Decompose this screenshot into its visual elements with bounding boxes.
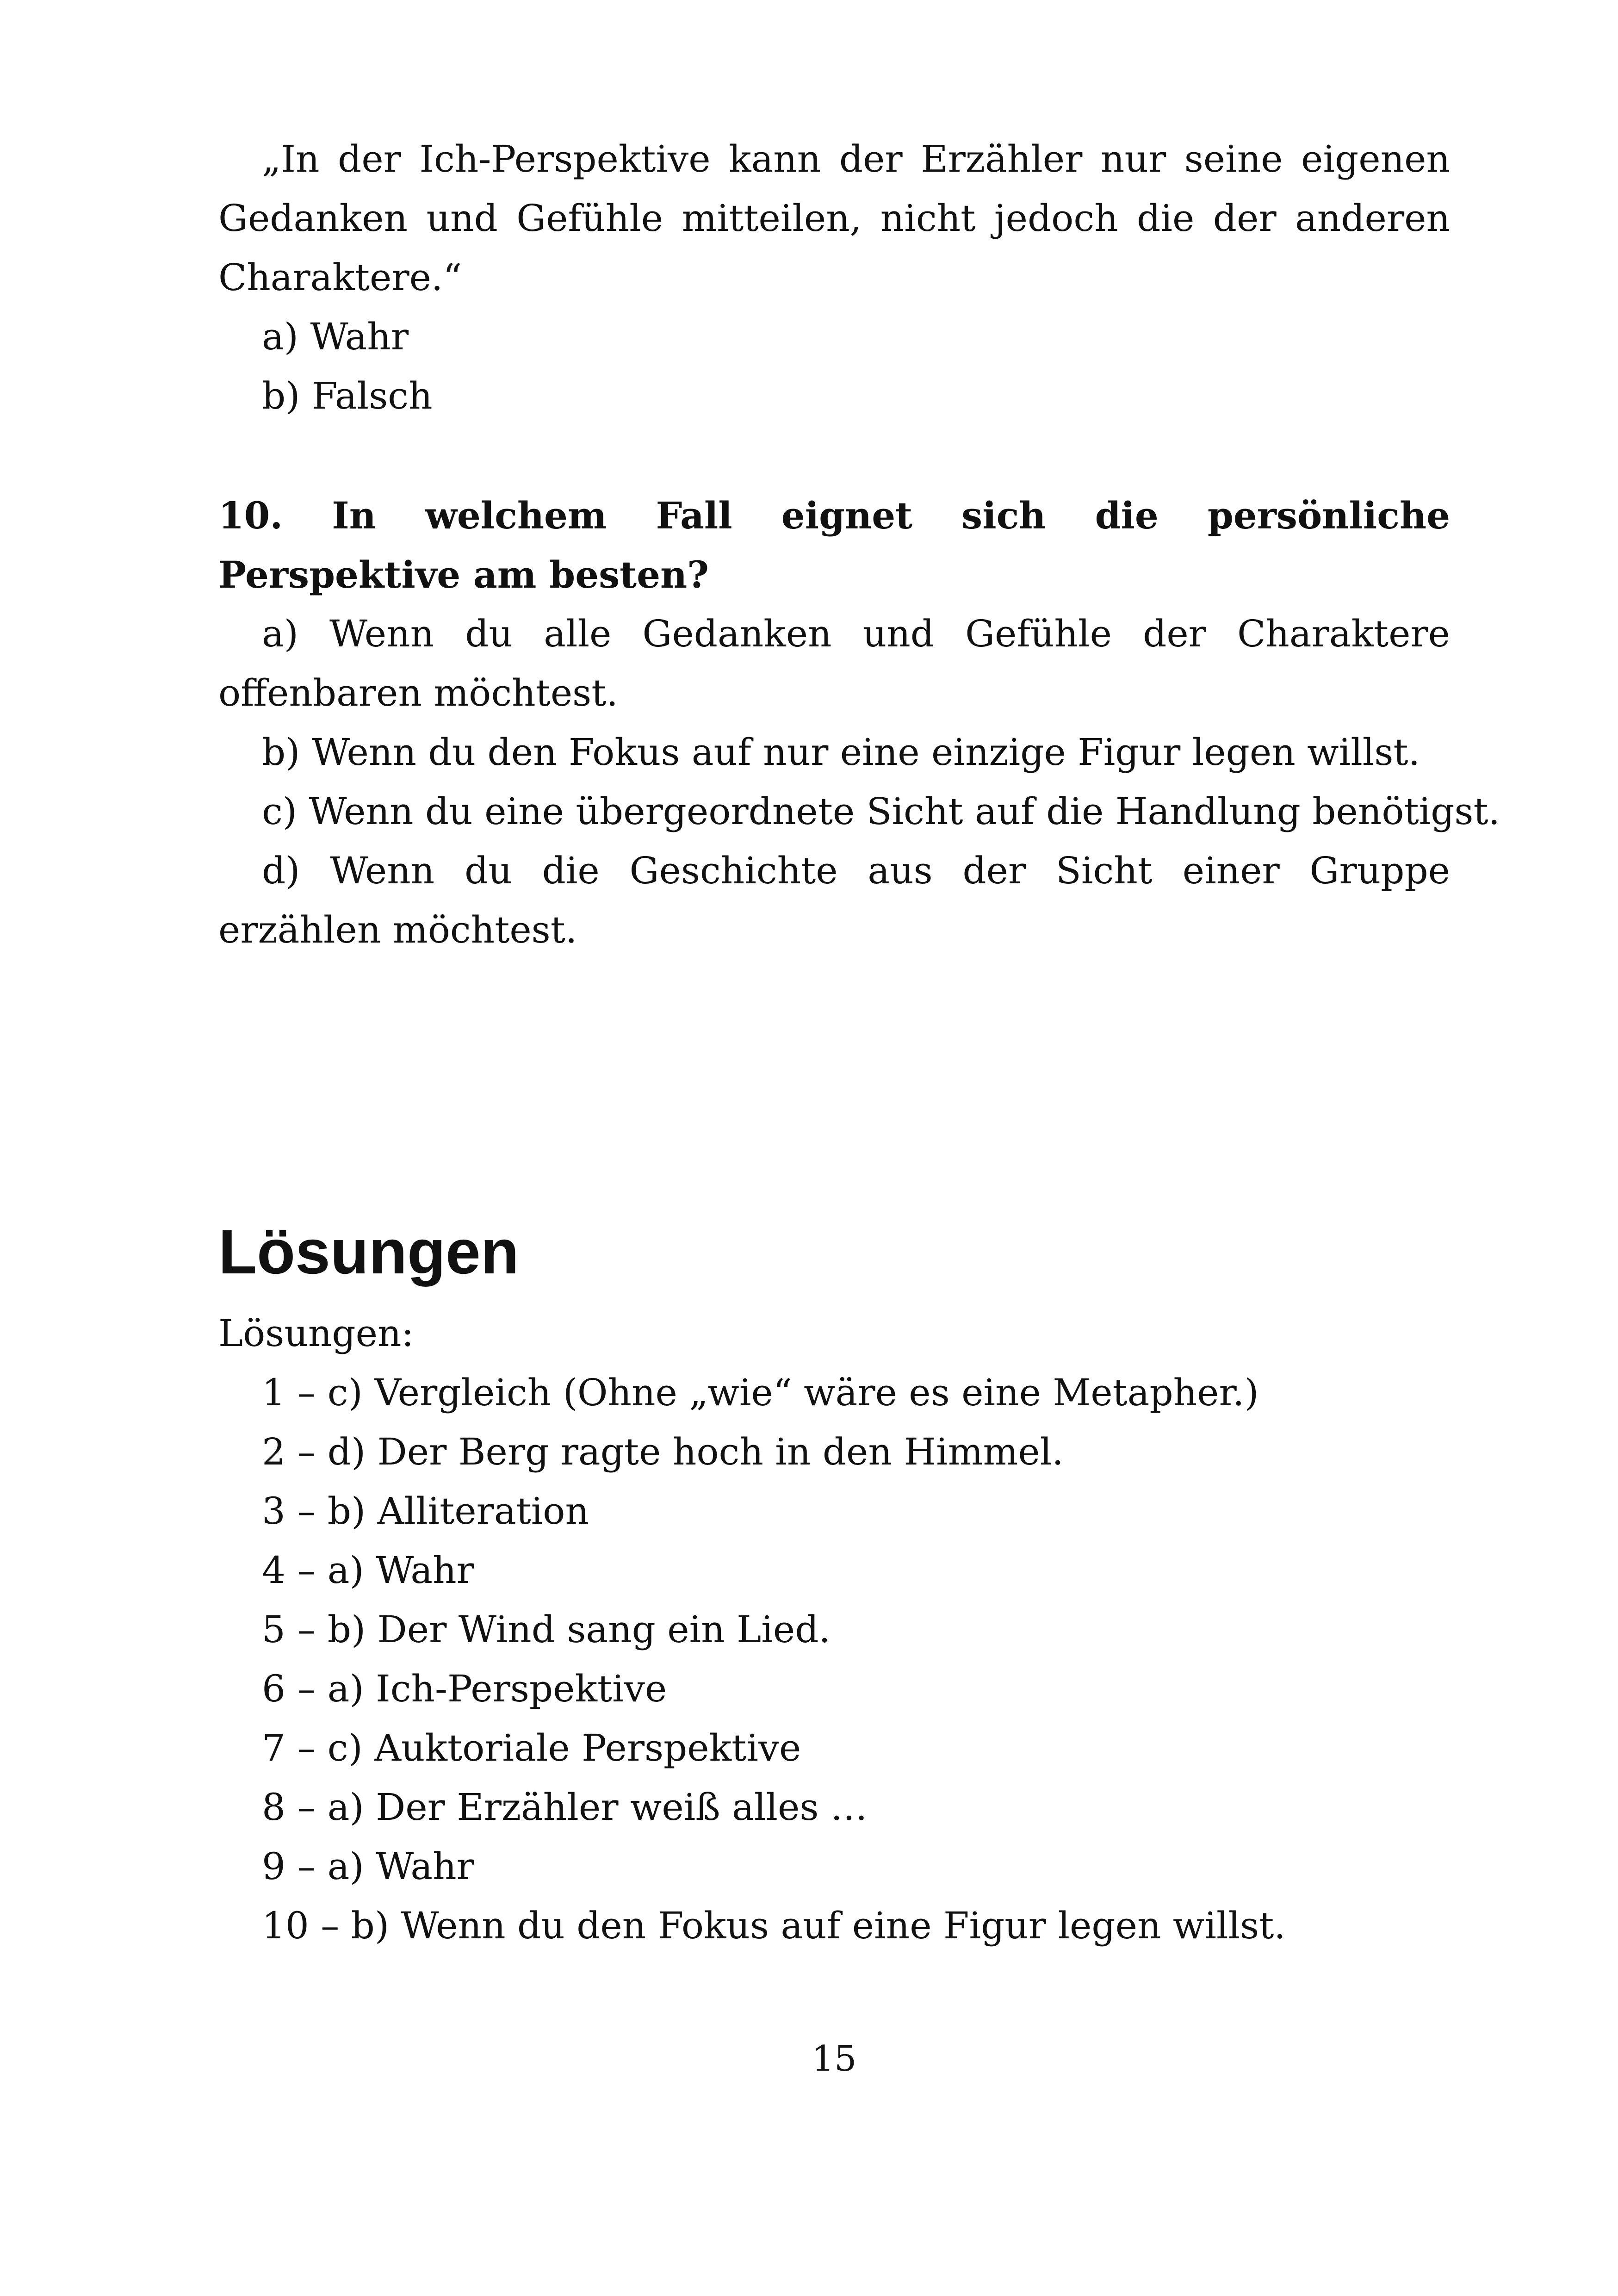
solution-item-2: 2 – d) Der Berg ragte hoch in den Himmel. xyxy=(262,1430,1064,1473)
statement-option-a: a) Wahr xyxy=(262,315,409,358)
solution-item-5: 5 – b) Der Wind sang ein Lied. xyxy=(262,1608,831,1651)
solutions-intro: Lösungen: xyxy=(218,1312,414,1355)
solutions-heading: Lösungen xyxy=(218,1216,519,1287)
solution-item-10: 10 – b) Wenn du den Fokus auf eine Figur legen willst. xyxy=(262,1904,1286,1947)
question-10-option-a: a) Wenn du alle Gedanken und Gefühle der Charaktere offenbaren möchtest. xyxy=(218,612,1450,714)
page-number: 15 xyxy=(812,2038,857,2079)
statement-option-b: b) Falsch xyxy=(262,374,433,417)
question-10-option-d: d) Wenn du die Geschichte aus der Sicht einer Gruppe erzählen möchtest. xyxy=(218,849,1450,951)
solution-item-4: 4 – a) Wahr xyxy=(262,1549,474,1592)
question-10-text: 10. In welchem Fall eignet sich die persönliche Perspektive am besten? xyxy=(218,494,1450,596)
solution-item-6: 6 – a) Ich-Perspektive xyxy=(262,1667,667,1710)
solution-item-7: 7 – c) Auktoriale Perspektive xyxy=(262,1726,801,1769)
solution-item-1: 1 – c) Vergleich (Ohne „wie“ wäre es eine Metapher.) xyxy=(262,1371,1259,1414)
solution-item-3: 3 – b) Alliteration xyxy=(262,1489,589,1533)
statement-text: „In der Ich-Perspektive kann der Erzähler nur seine eigenen Gedanken und Gefühle mitteilen, nicht jedoch die der anderen Charaktere.“ xyxy=(218,137,1450,299)
question-10-option-b: b) Wenn du den Fokus auf nur eine einzige Figur legen willst. xyxy=(262,731,1420,774)
solution-item-9: 9 – a) Wahr xyxy=(262,1845,474,1888)
question-10-option-c: c) Wenn du eine übergeordnete Sicht auf die Handlung benötigst. xyxy=(262,790,1500,833)
solution-item-8: 8 – a) Der Erzähler weiß alles … xyxy=(262,1786,868,1829)
